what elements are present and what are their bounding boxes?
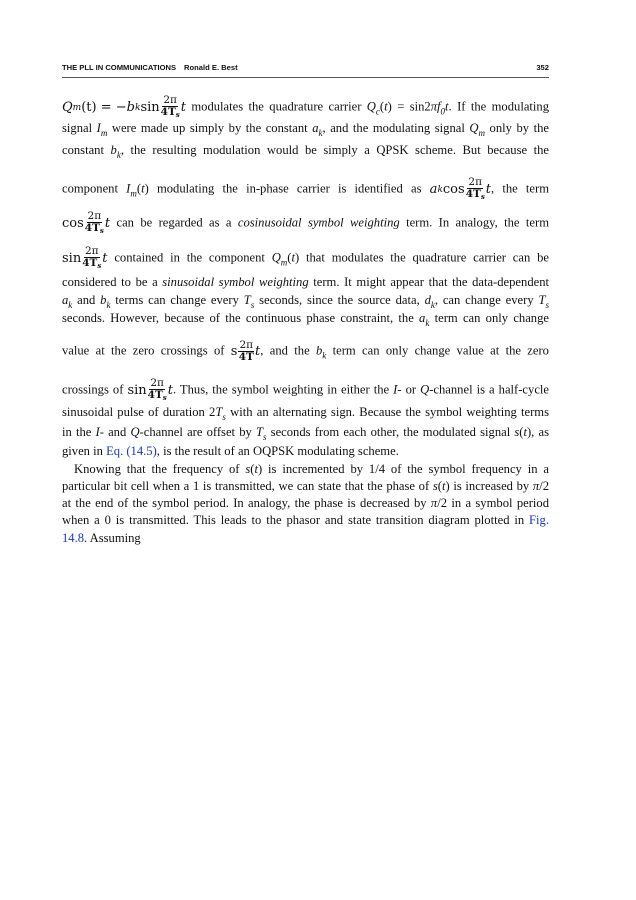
italic-run: Q bbox=[130, 425, 140, 439]
text-run: cos bbox=[442, 181, 465, 197]
text-run: sinusoidal pulse of duration 2 bbox=[62, 405, 216, 419]
text-line bbox=[62, 378, 549, 403]
denominator-subscript: s bbox=[480, 192, 485, 201]
italic-run: t bbox=[255, 343, 261, 359]
italic-run: t bbox=[445, 99, 449, 114]
fraction-denominator bbox=[82, 258, 101, 271]
italic-run: t bbox=[485, 181, 491, 197]
italic-run: a bbox=[62, 293, 69, 307]
text-line bbox=[62, 462, 549, 476]
text-run: term. In analogy, the term bbox=[399, 215, 549, 230]
denominator-text: 4T bbox=[465, 188, 481, 200]
denominator-text: 4T bbox=[147, 389, 163, 401]
text-run: . Assuming bbox=[84, 531, 141, 545]
text-run: seconds from each other, the modulated signal bbox=[266, 425, 515, 439]
text-run: when a 0 is transmitted. This leads to the phasor and state transition diagram plotted in bbox=[62, 513, 530, 527]
italic-run: Q bbox=[366, 99, 376, 114]
text-run: at the end of the symbol period. In analogy, the phase is decreased by bbox=[62, 496, 431, 510]
subscript: k bbox=[430, 300, 435, 310]
italic-run: s bbox=[432, 479, 438, 493]
denominator-text: 4T bbox=[84, 222, 100, 234]
text-run: cos bbox=[62, 215, 84, 231]
italic-run: b bbox=[126, 99, 135, 115]
text-run: component bbox=[62, 181, 127, 196]
cross-reference-link[interactable]: Fig. bbox=[529, 513, 549, 527]
italic-run: t bbox=[254, 462, 258, 476]
subscript: k bbox=[318, 128, 323, 138]
italic-run: t bbox=[167, 382, 173, 398]
fraction bbox=[82, 246, 101, 271]
fraction bbox=[466, 177, 485, 202]
text-run: sin bbox=[127, 382, 147, 398]
italic-run: Q bbox=[469, 121, 479, 135]
cross-reference-link[interactable]: Eq. (14.5) bbox=[106, 444, 157, 458]
italic-run: Q bbox=[420, 382, 430, 397]
italic-run: I bbox=[95, 425, 100, 439]
text-run: , the resulting modulation would be simply a QPSK scheme. But because the bbox=[120, 143, 550, 157]
text-run: ) that modulates the quadrature carrier can be bbox=[295, 250, 549, 265]
text-line bbox=[62, 444, 549, 458]
fraction bbox=[161, 95, 180, 120]
denominator-subscript: s bbox=[97, 261, 102, 270]
fraction bbox=[238, 340, 254, 363]
text-run: . If the modulating bbox=[448, 99, 549, 114]
text-run: signal bbox=[62, 121, 97, 135]
text-run: ( bbox=[379, 99, 385, 114]
italic-run: Q bbox=[271, 250, 281, 265]
subscript: s bbox=[262, 432, 267, 442]
subscript: s bbox=[250, 300, 255, 310]
text-line bbox=[62, 293, 549, 312]
denominator-subscript: s bbox=[162, 393, 167, 402]
italic-run: b bbox=[100, 293, 107, 307]
denominator-text: 4T bbox=[160, 106, 176, 118]
text-run: sin bbox=[140, 99, 160, 115]
italic-run: T bbox=[255, 425, 263, 439]
text-run: - or bbox=[397, 382, 421, 397]
italic-run: t bbox=[180, 99, 186, 115]
text-line bbox=[62, 479, 549, 493]
text-run: particular bit cell when a 1 is transmitted, we can state that the phase of bbox=[62, 479, 433, 493]
text-run: ( bbox=[136, 181, 142, 196]
text-line bbox=[62, 496, 549, 510]
text-run: ( bbox=[287, 250, 292, 265]
text-run: ) is incremented by 1/4 of the symbol frequency in a bbox=[257, 462, 549, 476]
italic-run: T bbox=[243, 293, 251, 307]
author: Ronald E. Best bbox=[184, 63, 238, 72]
subscript: k bbox=[134, 102, 141, 113]
italic-run: I bbox=[126, 181, 131, 196]
subscript: c bbox=[375, 106, 380, 117]
subscript: m bbox=[72, 102, 82, 113]
text-run: -channel are offset by bbox=[139, 425, 256, 439]
text-run: and bbox=[72, 293, 101, 307]
subscript: k bbox=[437, 184, 443, 195]
inline-equation bbox=[62, 211, 110, 236]
fraction-numerator: 2π bbox=[87, 210, 102, 222]
text-run: s bbox=[230, 343, 238, 359]
italic-run: I bbox=[393, 382, 398, 397]
italic-run: πf bbox=[430, 99, 441, 114]
text-run: sin bbox=[62, 250, 82, 266]
header-left bbox=[62, 63, 238, 72]
text-run: ) modulating the in-phase carrier is identified as bbox=[144, 181, 430, 196]
text-line bbox=[62, 211, 549, 236]
running-header bbox=[62, 63, 549, 72]
fraction bbox=[148, 378, 167, 403]
inline-equation bbox=[127, 378, 173, 403]
italic-run: I bbox=[96, 121, 101, 135]
text-run: term can only change value at the zero bbox=[326, 343, 549, 358]
italic-run: t bbox=[523, 425, 527, 439]
text-run: seconds, since the source data, bbox=[254, 293, 425, 307]
text-line bbox=[62, 275, 549, 289]
text-run: ( bbox=[437, 479, 442, 493]
fraction-numerator: 2π bbox=[150, 377, 164, 389]
italic-run: T bbox=[538, 293, 546, 307]
text-run: only by the bbox=[485, 121, 549, 135]
text-line bbox=[62, 143, 549, 162]
italic-run: b bbox=[110, 143, 117, 157]
text-run: , can change every bbox=[434, 293, 539, 307]
text-run: constant bbox=[62, 143, 111, 157]
italic-run: T bbox=[215, 405, 223, 419]
fraction-numerator: 2π bbox=[239, 339, 254, 351]
text-run: crossings of bbox=[62, 382, 128, 397]
inline-equation bbox=[231, 340, 261, 363]
text-line bbox=[62, 311, 549, 330]
italic-run: t bbox=[441, 479, 446, 493]
italic-run: cosinusoidal symbol weighting bbox=[237, 215, 400, 230]
subscript: k bbox=[116, 150, 121, 160]
text-run: ( bbox=[519, 425, 524, 439]
text-run: modulates the quadrature carrier bbox=[185, 99, 367, 114]
fraction-denominator bbox=[161, 107, 180, 120]
text-run: ) is increased by bbox=[445, 479, 533, 493]
text-run: contained in the component bbox=[107, 250, 272, 265]
text-line bbox=[62, 425, 549, 444]
text-run: , is the result of an OQPSK modulating scheme. bbox=[156, 444, 399, 458]
text-run: considered to be a bbox=[62, 275, 163, 289]
italic-run: a bbox=[419, 311, 426, 325]
italic-run: a bbox=[429, 181, 438, 197]
text-line bbox=[62, 513, 549, 527]
italic-run: t bbox=[102, 250, 108, 266]
fraction-denominator bbox=[466, 189, 485, 202]
fraction-numerator: 2π bbox=[84, 245, 99, 257]
inline-equation bbox=[62, 246, 108, 271]
text-line bbox=[62, 531, 549, 545]
italic-run: t bbox=[291, 250, 295, 265]
italic-run: π bbox=[532, 479, 540, 493]
denominator-text: 4T bbox=[238, 351, 254, 363]
text-run: ( bbox=[250, 462, 255, 476]
fraction-numerator: 2π bbox=[163, 94, 177, 106]
italic-run: t bbox=[104, 215, 111, 231]
cross-reference-link[interactable]: 14.8 bbox=[62, 531, 85, 545]
text-run: term. It might appear that the data-dependent bbox=[308, 275, 549, 289]
fraction-denominator bbox=[239, 352, 254, 363]
denominator-text: 4T bbox=[82, 257, 98, 269]
italic-run: Q bbox=[62, 99, 73, 115]
subscript: s bbox=[545, 300, 549, 310]
text-run: terms can change every bbox=[110, 293, 244, 307]
text-run: - and bbox=[99, 425, 131, 439]
fraction-denominator bbox=[85, 223, 104, 236]
subscript: m bbox=[130, 188, 137, 199]
italic-run: t bbox=[384, 99, 388, 114]
subscript: m bbox=[100, 128, 108, 138]
subscript: m bbox=[478, 128, 485, 138]
text-run: /2 in a symbol period bbox=[437, 496, 549, 510]
text-run: term can only change bbox=[429, 311, 549, 325]
subscript: 0 bbox=[440, 106, 446, 117]
subscript: k bbox=[322, 350, 327, 361]
text-run: with an alternating sign. Because the symbol weighting terms bbox=[225, 405, 549, 419]
text-line bbox=[62, 95, 549, 120]
text-line bbox=[62, 340, 549, 363]
text-run: in the bbox=[62, 425, 96, 439]
denominator-subscript: s bbox=[175, 110, 180, 119]
text-run: Knowing that the frequency of bbox=[74, 462, 246, 476]
subscript: k bbox=[106, 300, 111, 310]
page-number: 352 bbox=[536, 63, 549, 72]
text-run: can be regarded as a bbox=[110, 215, 238, 230]
italic-run: s bbox=[514, 425, 520, 439]
text-line bbox=[62, 246, 549, 271]
text-run: , and the modulating signal bbox=[322, 121, 470, 135]
text-run: ), as bbox=[526, 425, 549, 439]
subscript: k bbox=[68, 300, 73, 310]
italic-run: sinusoidal symbol weighting bbox=[162, 275, 309, 289]
text-run: ) = sin2 bbox=[387, 99, 431, 114]
text-line bbox=[62, 121, 549, 140]
fraction-denominator bbox=[148, 390, 167, 403]
text-run: , and the bbox=[260, 343, 316, 358]
italic-run: b bbox=[316, 343, 323, 358]
text-line bbox=[62, 177, 549, 202]
subscript: s bbox=[222, 412, 226, 422]
italic-run: s bbox=[245, 462, 251, 476]
italic-run: a bbox=[312, 121, 319, 135]
text-run: /2 bbox=[539, 479, 550, 493]
fraction bbox=[85, 211, 104, 236]
italic-run: d bbox=[424, 293, 431, 307]
inline-equation bbox=[62, 95, 186, 120]
subscript: k bbox=[425, 318, 430, 328]
subscript: m bbox=[280, 257, 288, 268]
text-run: were made up simply by the constant bbox=[107, 121, 313, 135]
text-run: given in bbox=[62, 444, 107, 458]
inline-equation bbox=[430, 177, 491, 202]
text-run: , the term bbox=[491, 181, 549, 196]
fraction-numerator: 2π bbox=[468, 176, 483, 188]
text-line bbox=[62, 405, 549, 424]
text-run: . Thus, the symbol weighting in either the bbox=[172, 382, 394, 397]
text-run: value at the zero crossings of bbox=[62, 343, 231, 358]
italic-run: π bbox=[430, 496, 438, 510]
header-rule bbox=[62, 77, 549, 78]
text-run: -channel is a half-cycle bbox=[429, 382, 549, 397]
text-run: seconds. However, because of the continuous phase constraint, the bbox=[62, 311, 420, 325]
italic-run: t bbox=[141, 181, 145, 196]
denominator-subscript: s bbox=[99, 226, 104, 235]
text-run: (t) = − bbox=[81, 99, 127, 115]
book-title: THE PLL IN COMMUNICATIONS bbox=[62, 63, 177, 72]
